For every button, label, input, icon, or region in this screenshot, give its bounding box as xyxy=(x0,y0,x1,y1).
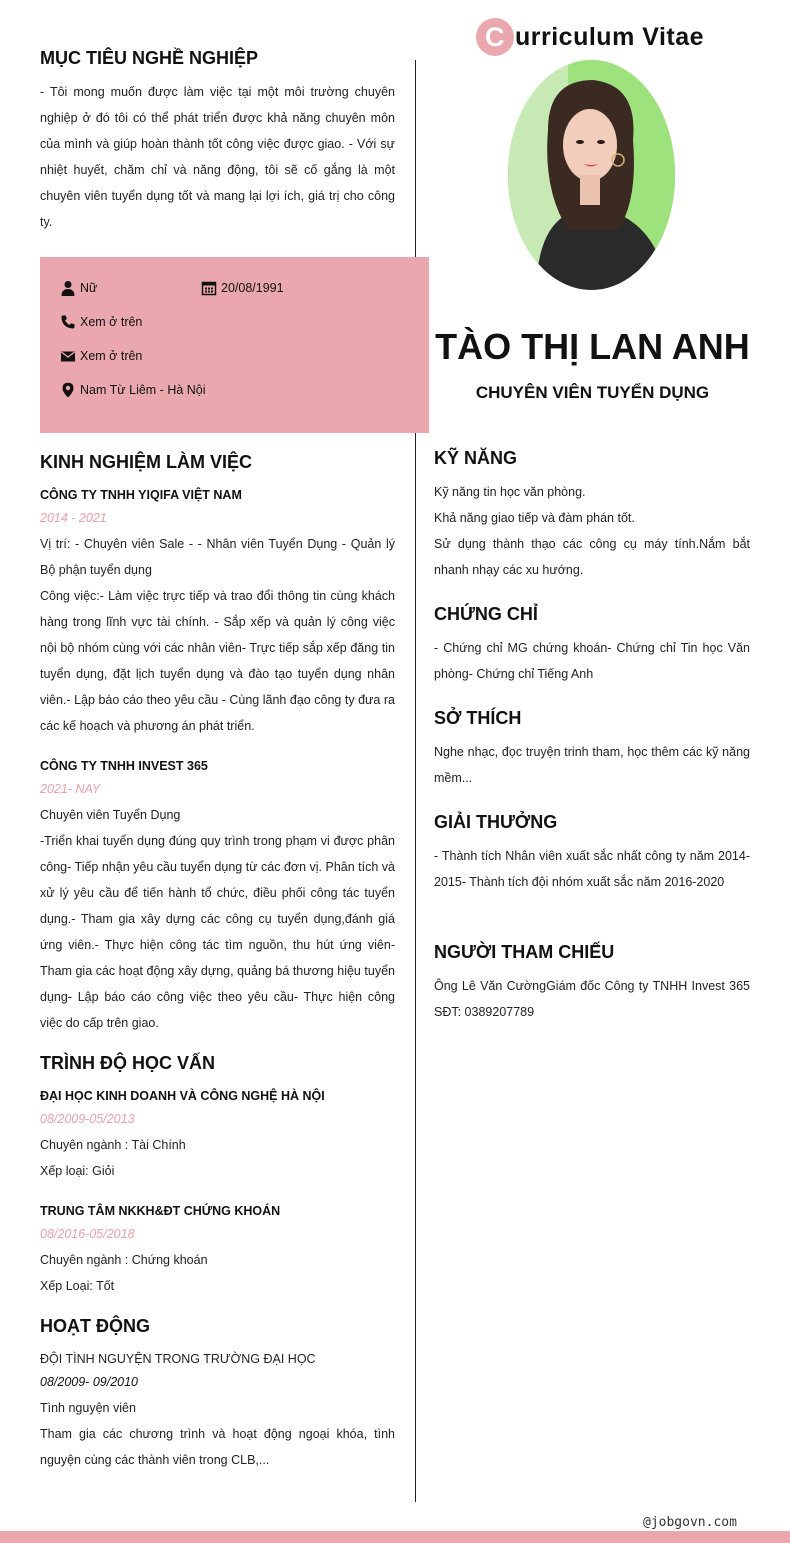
cv-logo-text: urriculum Vitae xyxy=(515,23,705,51)
school-item xyxy=(40,1086,395,1184)
job-description: -Triển khai tuyển dụng đúng quy trình trong phạm vi được phân công- Tiếp nhận yêu cầu tuyển dụng từ các đơn vị. Phân tích và xử lý yêu cầu để tiến hành tổ chức, điều phối công tác tuyển dụng.- Tham gia xây dựng các công cụ tuyển dụng,đánh giá ứng viên.- Thực hiện công tác tìm nguồn, thu hút ứng viên- Tham gia các hoạt động xây dựng, quảng bá thương hiệu tuyển dụng- Lập báo cáo công việc theo yêu cầu- Thực hiện công việc do cấp trên giao. xyxy=(40,834,395,1030)
person-icon xyxy=(60,280,76,296)
references-section xyxy=(434,942,750,1025)
certificates-text: - Chứng chỉ MG chứng khoán- Chứng chỉ Tin học Văn phòng- Chứng chỉ Tiếng Anh xyxy=(434,641,750,681)
job-item xyxy=(40,485,395,739)
school-major: Chuyên ngành : Tài Chính xyxy=(40,1138,186,1152)
school-name: TRUNG TÂM NKKH&ĐT CHỨNG KHOÁN xyxy=(40,1204,281,1218)
skills-title: KỸ NĂNG xyxy=(434,448,518,468)
school-name: ĐẠI HỌC KINH DOANH VÀ CÔNG NGHỆ HÀ NỘI xyxy=(40,1089,325,1103)
school-item xyxy=(40,1201,395,1299)
calendar-icon xyxy=(201,280,217,296)
objective-text: - Tôi mong muốn được làm việc tại một môi trường chuyên nghiệp ở đó tôi có thể phát triển được khả năng chuyên môn của mình và giúp hoàn thành tốt công việc được giao. - Với sự nhiệt huyết, chăm chỉ và năng động, tôi sẽ cố gắng là một chuyên viên tuyển dụng tốt và mang lại lợi ích, giá trị cho công ty. xyxy=(40,85,395,229)
phone-row xyxy=(60,314,142,330)
candidate-role: CHUYÊN VIÊN TUYỂN DỤNG xyxy=(475,383,710,402)
objective-section xyxy=(40,48,395,235)
skill-line: Kỹ năng tin học văn phòng. xyxy=(434,485,586,499)
school-major: Chuyên ngành : Chứng khoán xyxy=(40,1253,208,1267)
awards-section xyxy=(434,812,750,895)
footer-bar xyxy=(0,1531,790,1543)
job-position: Vị trí: - Chuyên viên Sale - - Nhân viên Tuyển Dụng - Quản lý Bộ phận tuyển dụng xyxy=(40,537,395,577)
hobbies-text: Nghe nhạc, đọc truyện trinh tham, học thêm các kỹ năng mềm... xyxy=(434,745,750,785)
job-company: CÔNG TY TNHH INVEST 365 xyxy=(40,759,208,773)
dob-value: 20/08/1991 xyxy=(221,281,284,295)
email-value: Xem ở trên xyxy=(80,349,143,363)
references-text: Ông Lê Văn CườngGiám đốc Công ty TNHH Invest 365 SĐT: 0389207789 xyxy=(434,979,750,1019)
education-title: TRÌNH ĐỘ HỌC VẤN xyxy=(40,1053,215,1073)
email-row xyxy=(60,348,142,364)
activities-title: HOẠT ĐỘNG xyxy=(40,1316,150,1336)
activity-role: Tình nguyện viên xyxy=(40,1401,136,1415)
references-title: NGƯỜI THAM CHIẾU xyxy=(434,942,615,962)
cv-logo-circle xyxy=(476,18,514,56)
school-grade: Xếp Loại: Tốt xyxy=(40,1279,115,1293)
profile-photo xyxy=(508,60,675,290)
experience-section xyxy=(40,452,395,1036)
school-grade: Xếp loại: Giỏi xyxy=(40,1164,115,1178)
certificates-title: CHỨNG CHỈ xyxy=(434,604,538,624)
activities-section xyxy=(40,1316,395,1473)
activity-period: 08/2009- 09/2010 xyxy=(40,1375,139,1389)
phone-icon xyxy=(60,314,76,330)
footer-credit: @jobgovn.com xyxy=(643,1515,737,1530)
job-position: Chuyên viên Tuyển Dụng xyxy=(40,808,181,822)
cv-logo xyxy=(476,18,716,58)
awards-title: GIẢI THƯỞNG xyxy=(434,812,558,832)
objective-title: MỤC TIÊU NGHỀ NGHIỆP xyxy=(40,48,259,68)
phone-value: Xem ở trên xyxy=(80,315,143,329)
map-pin-icon xyxy=(60,382,76,398)
address-row xyxy=(60,382,206,398)
education-section xyxy=(40,1053,395,1299)
school-period: 08/2009-05/2013 xyxy=(40,1112,135,1126)
experience-title: KINH NGHIỆM LÀM VIỆC xyxy=(40,452,253,472)
gender-value: Nữ xyxy=(80,281,98,295)
envelope-icon xyxy=(60,348,76,364)
dob-row xyxy=(201,280,284,296)
job-period: 2014 - 2021 xyxy=(40,511,107,525)
skill-line: Khả năng giao tiếp và đàm phán tốt. xyxy=(434,511,635,525)
activity-org: ĐỘI TÌNH NGUYỆN TRONG TRƯỜNG ĐẠI HỌC xyxy=(40,1352,316,1366)
hobbies-section xyxy=(434,708,750,791)
skill-line: Sử dụng thành thạo các công cụ máy tính.Nắm bắt nhanh nhạy các xu hướng. xyxy=(434,537,750,577)
school-period: 08/2016-05/2018 xyxy=(40,1227,135,1241)
certificates-section xyxy=(434,604,750,687)
job-period: 2021- NAY xyxy=(40,782,101,796)
activity-description: Tham gia các chương trình và hoạt động ngoại khóa, tình nguyện cùng các thành viên trong CLB,... xyxy=(40,1427,395,1467)
skills-section xyxy=(434,448,750,583)
job-item xyxy=(40,756,395,1036)
address-value: Nam Từ Liêm - Hà Nội xyxy=(80,383,206,397)
job-description: Công việc:- Làm việc trực tiếp và trao đổi thông tin cùng khách hàng trong lĩnh vực tài chính. - Sắp xếp và quản lý công việc nội bộ nhóm cùng với các nhân viên- Trực tiếp sắp xếp đăng tin tuyển dụng, đặt lịch tuyển dụng và đào tạo tuyển dụng nhân viên.- Lập báo cáo theo yêu cầu - Cùng lãnh đạo công ty đưa ra các kế hoạch và phương án phát triển. xyxy=(40,589,395,733)
profile-photo-image xyxy=(508,60,675,290)
awards-text: - Thành tích Nhân viên xuất sắc nhất công ty năm 2014-2015- Thành tích đội nhóm xuất sắc năm 2016-2020 xyxy=(434,849,750,889)
job-company: CÔNG TY TNHH YIQIFA VIỆT NAM xyxy=(40,488,242,502)
gender-row xyxy=(60,280,97,296)
activity-item xyxy=(40,1349,395,1473)
hobbies-title: SỞ THÍCH xyxy=(434,708,522,728)
candidate-name: TÀO THỊ LAN ANH xyxy=(435,326,750,367)
cv-logo-letter: C xyxy=(485,22,505,52)
